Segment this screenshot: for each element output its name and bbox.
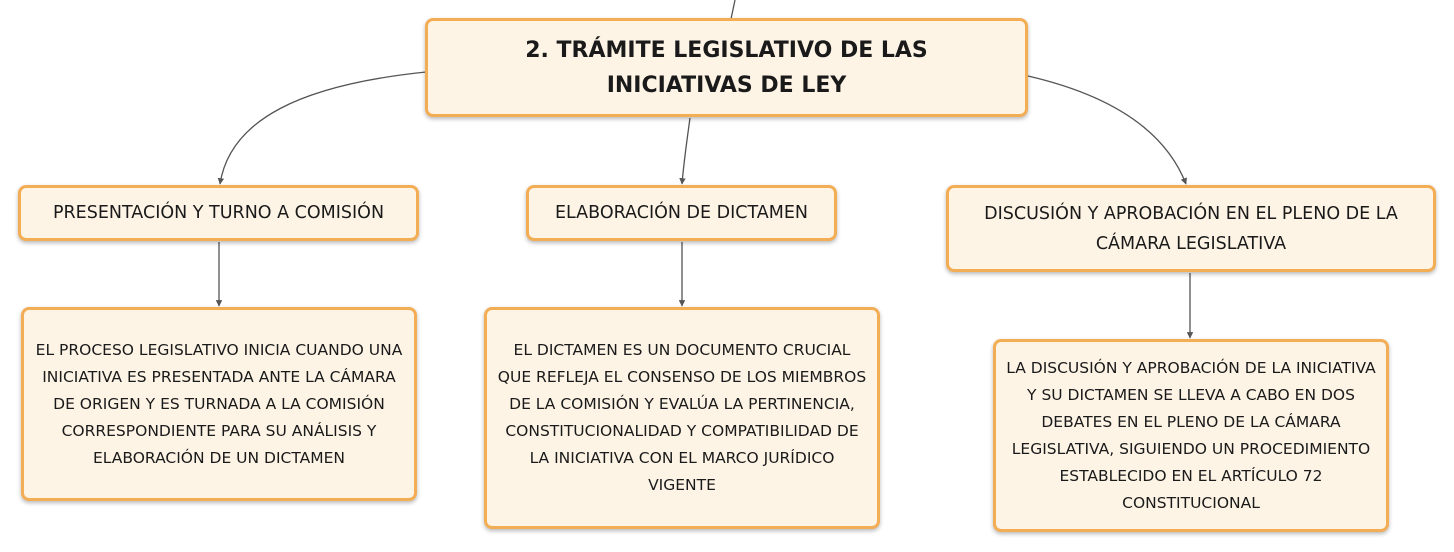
connector-parent-to-root — [731, 0, 735, 19]
detail-node-dictamen[interactable] — [484, 307, 880, 529]
detail-text-dictamen: EL DICTAMEN ES UN DOCUMENTO CRUCIAL QUE REFLEJA EL CONSENSO DE LOS MIEMBROS DE LA COMISIÓN Y EVALÚA LA PERTINENCIA, CONSTITUCIONALIDAD Y COMPATIBILIDAD DE LA INICIATIVA CON EL MARCO JURÍDICO VIGENTE — [497, 341, 867, 494]
detail-text-discusion: LA DISCUSIÓN Y APROBACIÓN DE LA INICIATIVA Y SU DICTAMEN SE LLEVA A CABO EN DOS DEBATES EN EL PLENO DE LA CÁMARA LEGISLATIVA, SIGUIENDO UN PROCEDIMIENTO ESTABLECIDO EN EL ARTÍCULO 72 CONSTITUCIONAL — [1006, 358, 1376, 512]
branch-label-dictamen: ELABORACIÓN DE DICTAMEN — [554, 203, 809, 223]
root-topic-node[interactable] — [425, 18, 1028, 117]
connector-root-to-branch-2 — [682, 118, 690, 184]
detail-node-presentacion[interactable] — [21, 307, 417, 501]
branch-label-discusion: DISCUSIÓN Y APROBACIÓN EN EL PLENO DE LA CÁMARA LEGISLATIVA — [984, 203, 1398, 254]
branch-node-dictamen[interactable] — [526, 185, 837, 241]
connector-root-to-branch-1 — [220, 72, 426, 184]
connector-root-to-branch-3 — [1028, 76, 1186, 184]
branch-label-presentacion: PRESENTACIÓN Y TURNO A COMISIÓN — [52, 203, 385, 223]
detail-text-presentacion: EL PROCESO LEGISLATIVO INICIA CUANDO UNA INICIATIVA ES PRESENTADA ANTE LA CÁMARA DE ORIGEN Y ES TURNADA A LA COMISIÓN CORRESPONDIENTE PARA SU ANÁLISIS Y ELABORACIÓN DE UN DICTAMEN — [35, 340, 403, 467]
branch-node-discusion[interactable] — [946, 185, 1436, 272]
root-topic-title: 2. TRÁMITE LEGISLATIVO DE LAS INICIATIVAS DE LEY — [525, 37, 928, 98]
detail-node-discusion[interactable] — [993, 339, 1389, 532]
branch-node-presentacion[interactable] — [18, 185, 419, 241]
